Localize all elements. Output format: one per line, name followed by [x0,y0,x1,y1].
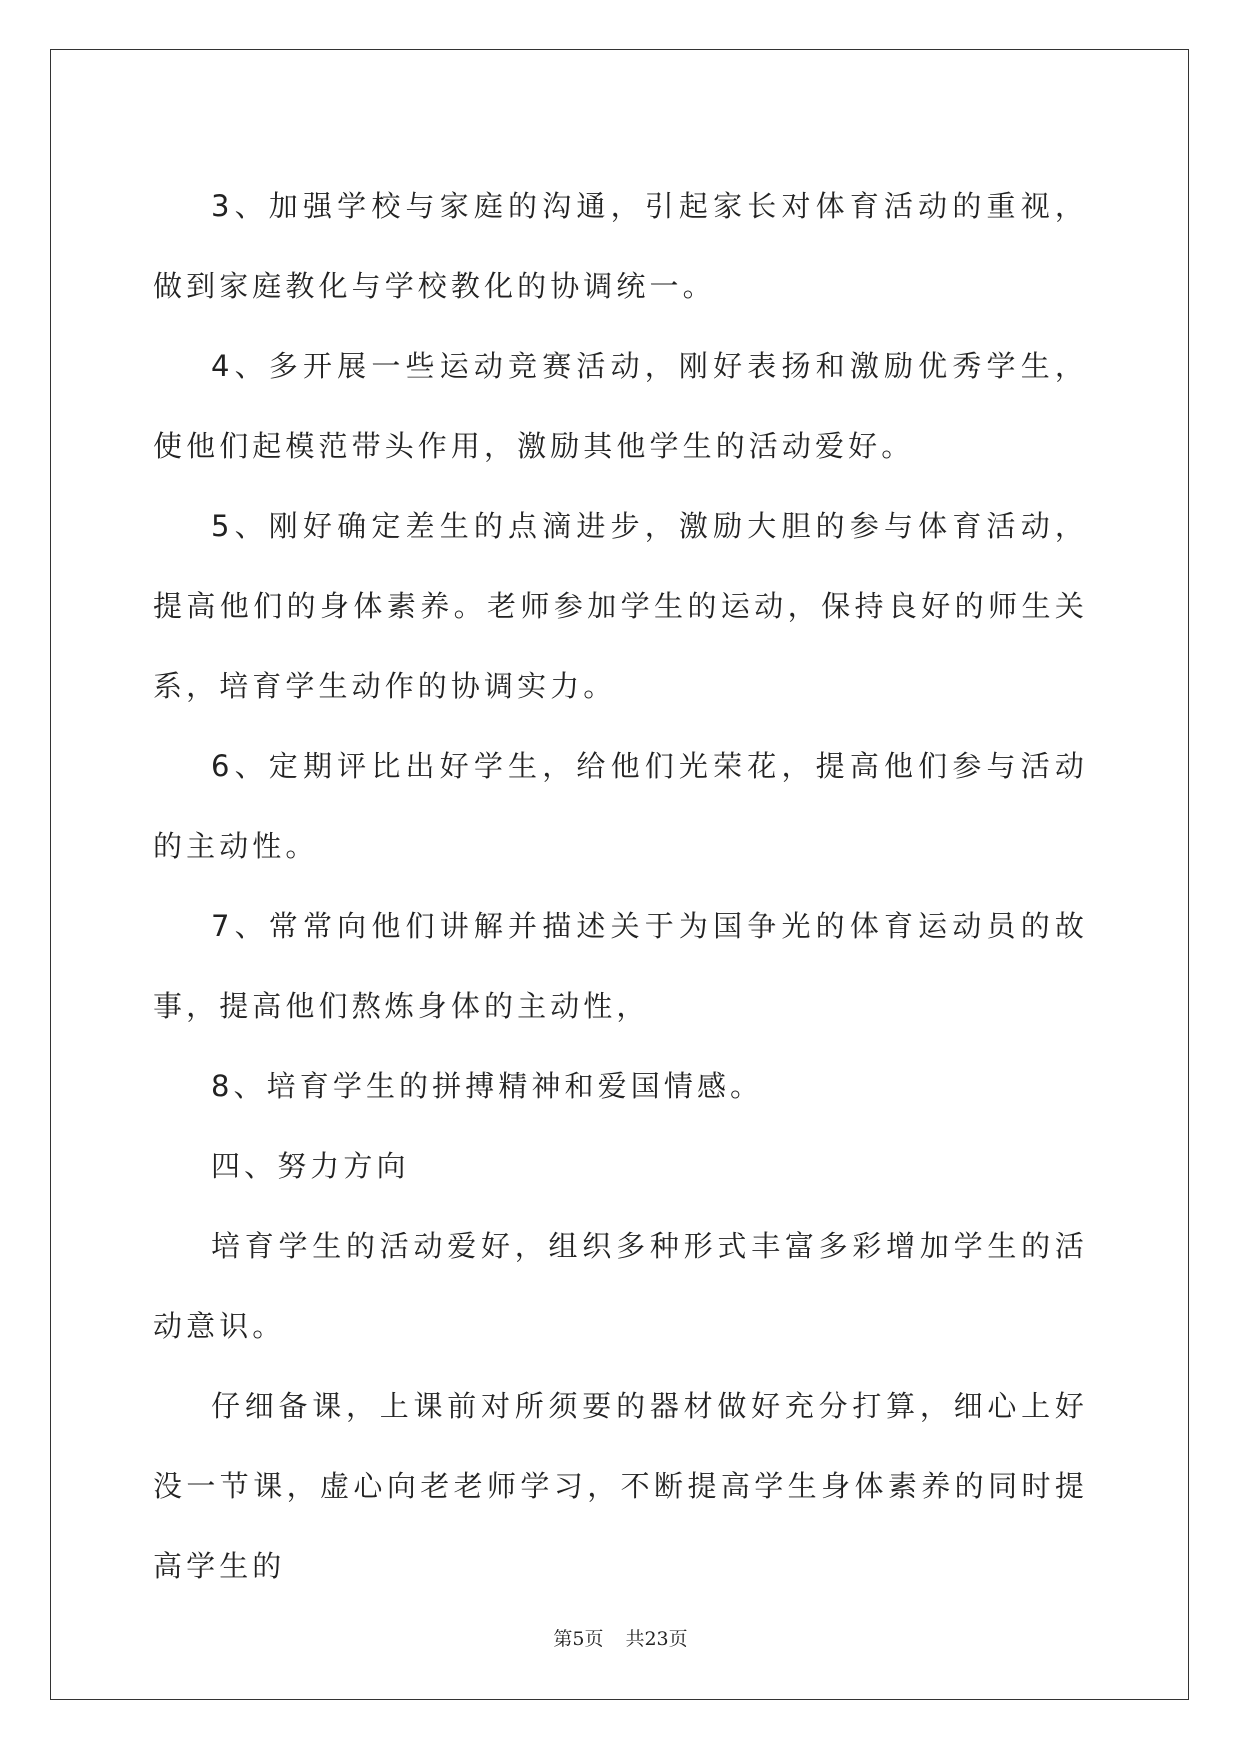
paragraph-3: 3、加强学校与家庭的沟通，引起家长对体育活动的重视，做到家庭教化与学校教化的协调统一。 [153,189,1088,303]
paragraph-7: 7、常常向他们讲解并描述关于为国争光的体育运动员的故事，提高他们熬炼身体的主动性， [153,909,1088,1023]
paragraph-4: 4、多开展一些运动竞赛活动，刚好表扬和激励优秀学生，使他们起模范带头作用，激励其他学生的活动爱好。 [153,349,1088,463]
paragraph-8: 8、培育学生的拼搏精神和爱国情感。 [211,1069,764,1103]
page-number: 第5页 [553,1628,604,1650]
paragraph-6: 6、定期评比出好学生，给他们光荣花，提高他们参与活动的主动性。 [153,749,1088,863]
paragraph-5: 5、刚好确定差生的点滴进步，激励大胆的参与体育活动，提高他们的身体素养。老师参加学生的运动，保持良好的师生关系，培育学生动作的协调实力。 [153,509,1088,703]
document-body [153,166,1088,1606]
section-heading: 四、努力方向 [211,1149,410,1183]
page-footer [0,1624,1241,1651]
page-total: 共23页 [625,1628,688,1650]
paragraph-interest: 培育学生的活动爱好，组织多种形式丰富多彩增加学生的活动意识。 [153,1229,1088,1343]
paragraph-preparation: 仔细备课，上课前对所须要的器材做好充分打算，细心上好没一节课，虚心向老老师学习，不断提高学生身体素养的同时提高学生的 [153,1389,1088,1583]
